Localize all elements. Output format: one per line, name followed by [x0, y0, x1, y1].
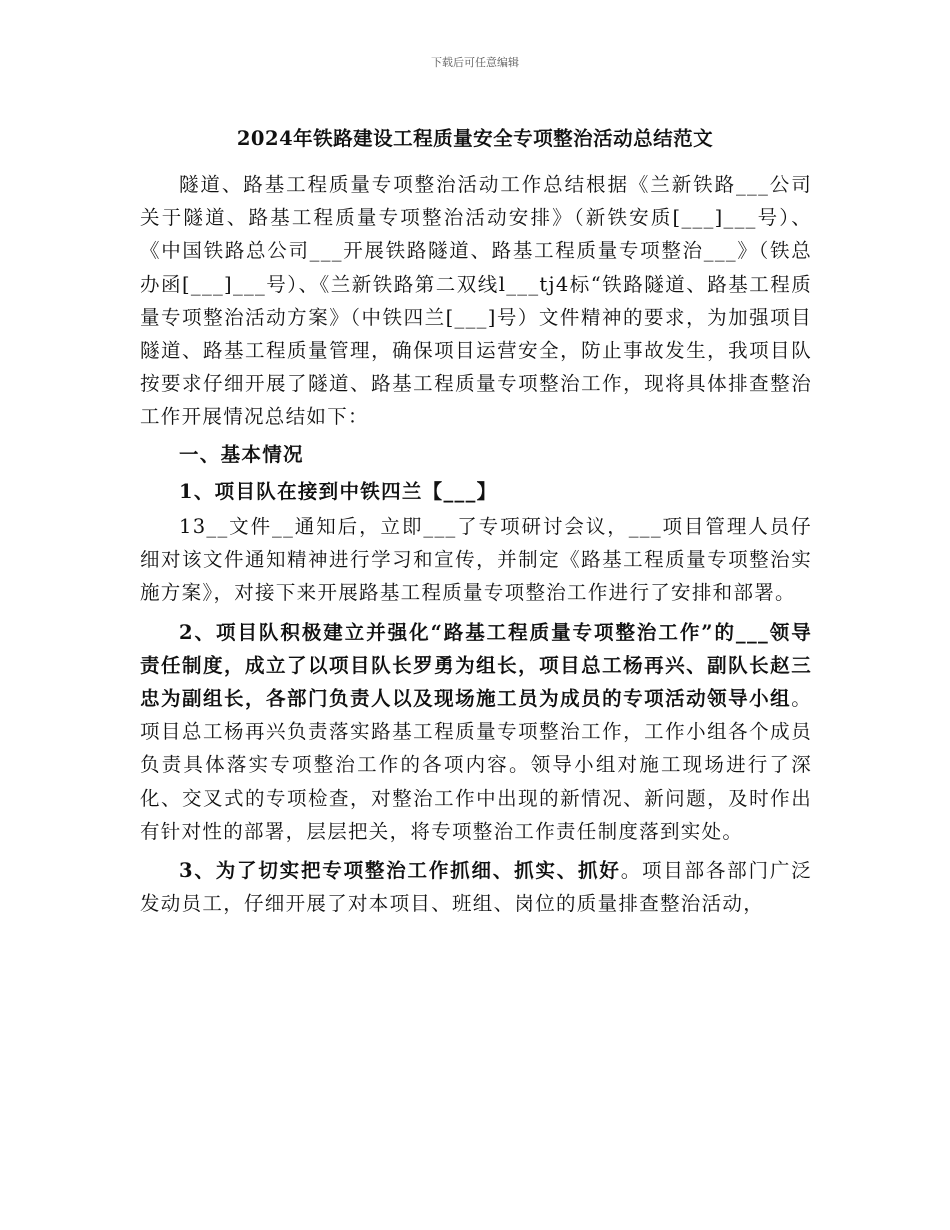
- item-2-bold-text: 2、项目队积极建立并强化“路基工程质量专项整治工作”的___领导责任制度，成立了以项目队长罗勇为组长，项目总工杨再兴、副队长赵三忠为副组长，各部门负责人以及现场施工员为成员的专项活动领导小组: [140, 620, 812, 711]
- item-1-text: 13__文件__通知后，立即___了专项研讨会议，___项目管理人员仔细对该文件通知精神进行学习和宣传，并制定《路基工程质量专项整治实施方案》，对接下来开展路基工程质量专项整治工作进行了安排和部署。: [140, 515, 812, 605]
- item-3-paragraph: [140, 854, 812, 920]
- item-2-paragraph: [140, 616, 812, 848]
- item-2-text: 。项目总工杨再兴负责落实路基工程质量专项整治工作，工作小组各个成员负责具体落实专项整治工作的各项内容。领导小组对施工现场进行了深化、交叉式的专项检查，对整治工作中出现的新情况、新问题，及时作出有针对性的部署，层层把关，将专项整治工作责任制度落到实处。: [140, 687, 812, 843]
- item-3-bold-text: 3、为了切实把专项整治工作抓细、抓实、抓好: [179, 859, 621, 883]
- document-title: 2024年铁路建设工程质量安全专项整治活动总结范文: [236, 127, 714, 150]
- item-1-heading: 1、项目队在接到中铁四兰【___】: [179, 479, 498, 503]
- document-body: [140, 168, 812, 920]
- page-header: 下载后可任意编辑: [431, 56, 519, 69]
- item-3-text: 。项目部各部门广泛发动员工，仔细开展了对本项目、班组、岗位的质量排查整治活动，: [140, 859, 813, 916]
- item-1-paragraph: [140, 510, 812, 610]
- section-heading-basic: 一、基本情况: [179, 442, 304, 466]
- intro-paragraph: 隧道、路基工程质量专项整治活动工作总结根据《兰新铁路___公司关于隧道、路基工程质量专项整治活动安排》（新铁安质[___]___号）、《中国铁路总公司___开展铁路隧道、路基工程质量专项整治___》（铁总办函[___]___号）、《兰新铁路第二双线l___tj4标“铁路隧道、路基工程质量专项整治活动方案》（中铁四兰[___]号）文件精神的要求，为加强项目隧道、路基工程质量管理，确保项目运营安全，防止事故发生，我项目队按要求仔细开展了隧道、路基工程质量专项整治工作，现将具体排查整治工作开展情况总结如下：: [140, 173, 812, 429]
